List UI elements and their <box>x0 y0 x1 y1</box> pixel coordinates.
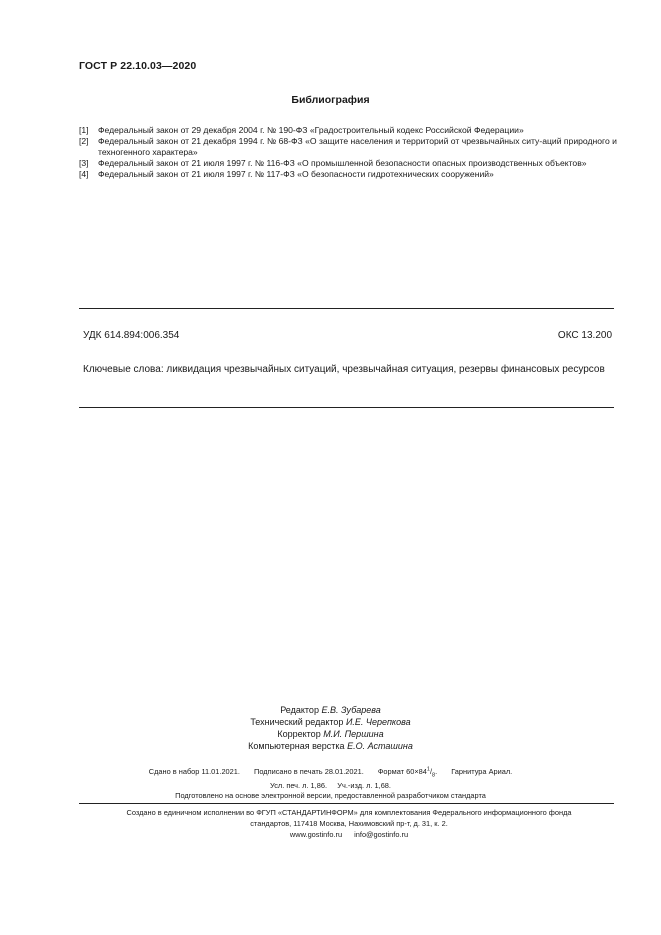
credit-editor <box>0 704 661 716</box>
credit-tech-editor-label: Технический редактор <box>250 717 344 727</box>
print-sheets-row <box>0 781 661 791</box>
paper-format-sub: 8 <box>432 772 436 779</box>
publisher-website[interactable]: www.gostinfo.ru <box>289 830 343 839</box>
signed-to-print: Подписано в печать 28.01.2021. <box>254 767 364 777</box>
publisher-line-2: стандартов, 117418 Москва, Нахимовский пр-т, д. 31, к. 2. <box>250 819 448 828</box>
bibliography-item <box>79 125 619 136</box>
bibliography-item-number: [1] <box>79 125 89 135</box>
paper-format-suffix: . <box>435 767 438 777</box>
bibliography-item-text: Федеральный закон от 21 декабря 1994 г. № 68-ФЗ «О защите населения и территорий от чрезвычайных ситу-аций природного и техногенного характера» <box>98 136 617 157</box>
paper-format-prefix: Формат 60×84 <box>377 767 427 777</box>
sent-to-typeset: Сдано в набор 11.01.2021. <box>148 767 240 777</box>
credit-proofreader <box>0 728 661 740</box>
publisher-line-1: Создано в единичном исполнении во ФГУП «СТАНДАРТИНФОРМ» для комплектования Федерального информационного фонда <box>126 808 572 817</box>
bibliography-item-text: Федеральный закон от 21 июля 1997 г. № 116-ФЗ «О промышленной безопасности опасных производственных объектов» <box>98 158 587 168</box>
bibliography-item-number: [4] <box>79 169 89 179</box>
prepared-note: Подготовлено на основе электронной версии, предоставленной разработчиком стандарта <box>175 790 486 800</box>
bibliography-item <box>79 169 619 180</box>
keywords: Ключевые слова: ликвидация чрезвычайных ситуаций, чрезвычайная ситуация, резервы финансовых ресурсов <box>83 364 605 375</box>
paper-format: Формат $60\times 84^1/_8$. <box>377 767 438 779</box>
classification-bottom-divider <box>79 407 614 408</box>
bibliography-item-text: Федеральный закон от 29 декабря 2004 г. № 190-ФЗ «Градостроительный кодекс Российской Федерации» <box>98 125 524 135</box>
print-info <box>0 765 661 801</box>
credits-block <box>0 704 661 752</box>
standard-number: ГОСТ Р 22.10.03—2020 <box>79 60 197 72</box>
print-sheets: Усл. печ. л. 1,86. <box>270 780 327 790</box>
paper-format-sup: 1 <box>426 767 430 773</box>
credit-proofreader-label: Корректор <box>277 729 321 739</box>
publisher-email[interactable]: info@gostinfo.ru <box>354 830 409 839</box>
bibliography-title: Библиография <box>291 94 370 106</box>
bibliography-item-number: [3] <box>79 158 89 168</box>
credit-tech-editor-name: И.Е. Черепкова <box>345 717 411 727</box>
publisher-block <box>79 807 619 840</box>
publishing-sheets: Уч.-изд. л. 1,68. <box>337 780 391 790</box>
publisher-divider <box>79 803 614 804</box>
bibliography-item <box>79 158 619 169</box>
credit-proofreader-name: М.И. Першина <box>323 729 384 739</box>
typeface: Гарнитура Ариал. <box>451 767 513 777</box>
classification-top-divider <box>79 308 614 309</box>
oks-code: ОКС 13.200 <box>557 330 612 341</box>
credit-layout-name: Е.О. Асташина <box>347 741 413 751</box>
bibliography-list <box>79 125 619 180</box>
bibliography-item <box>79 136 619 158</box>
print-info-row <box>0 765 661 781</box>
bibliography-item-number: [2] <box>79 136 89 146</box>
credit-layout <box>0 740 661 752</box>
bibliography-item-text: Федеральный закон от 21 июля 1997 г. № 117-ФЗ «О безопасности гидротехнических сооружений» <box>98 169 494 179</box>
credit-tech-editor <box>0 716 661 728</box>
credit-editor-label: Редактор <box>280 705 319 715</box>
publisher-contacts <box>79 829 619 840</box>
credit-layout-label: Компьютерная верстка <box>248 741 345 751</box>
credit-editor-name: Е.В. Зубарева <box>321 705 381 715</box>
udk-code: УДК 614.894:006.354 <box>83 330 180 341</box>
